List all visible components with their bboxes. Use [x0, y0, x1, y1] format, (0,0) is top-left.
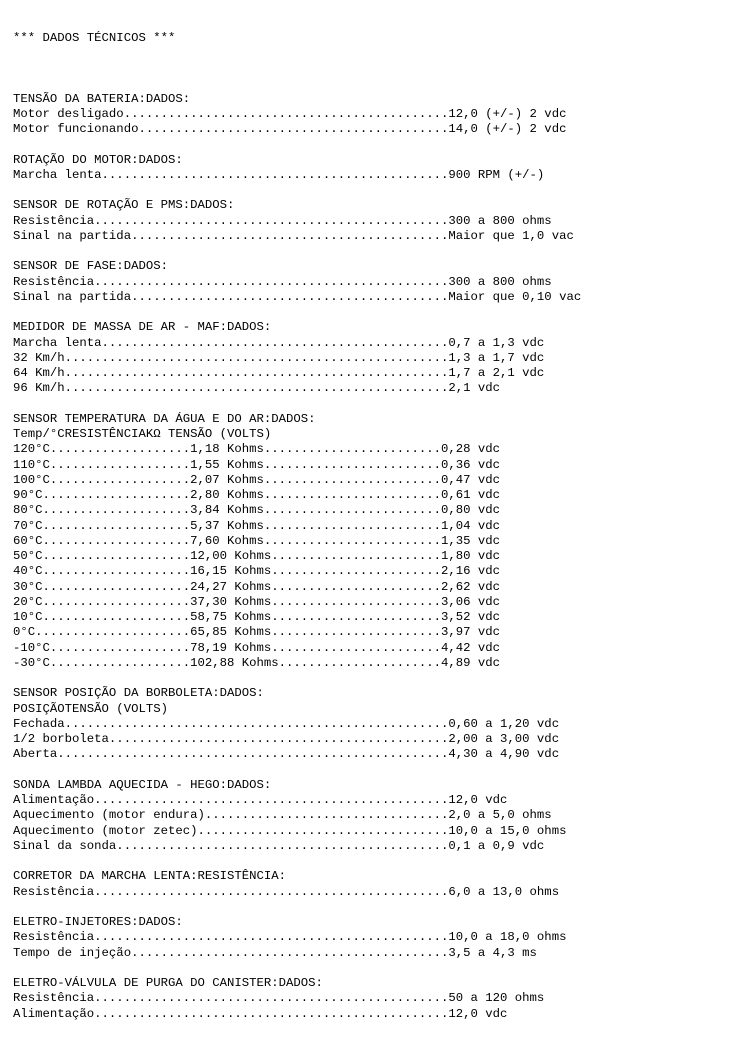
spec-line: Motor funcionando..........................................14,0 (+/-) 2 vdc — [13, 122, 567, 136]
spec-line: Resistência................................................10,0 a 18,0 ohms — [13, 930, 567, 945]
spec-line: 20°C....................37,30 Kohms.......................3,06 vdc — [13, 594, 501, 609]
section-block — [13, 915, 735, 961]
spec-line: 40°C....................16,15 Kohms.......................2,16 vdc — [13, 564, 501, 579]
spec-line: Resistência................................................300 a 800 ohms — [13, 274, 552, 289]
section-header: SENSOR DE FASE:DADOS: — [13, 259, 168, 274]
spec-line: Aquecimento (motor zetec)..................................10,0 a 15,0 ohms — [13, 823, 567, 838]
spec-line: Aberta.....................................................4,30 a 4,90 vdc — [13, 747, 560, 762]
section-header: TENSÃO DA BATERIA:DADOS: — [13, 91, 191, 106]
spec-line: 110°C...................1,55 Kohms........................0,36 vdc — [13, 457, 501, 472]
spec-line: Sinal na partida...........................................Maior que 0,10 vac — [13, 289, 582, 304]
section-block — [13, 778, 735, 854]
spec-line: Marcha lenta...............................................900 RPM (+/-) — [13, 167, 545, 182]
section-header: SENSOR TEMPERATURA DA ÁGUA E DO AR:DADOS: — [13, 411, 316, 426]
section-block — [13, 259, 735, 305]
spec-line: Resistência................................................300 a 800 ohms — [13, 213, 552, 228]
spec-line: POSIÇÃOTENSÃO (VOLTS) — [13, 701, 168, 716]
spec-line: 64 Km/h....................................................1,7 a 2,1 vdc — [13, 366, 545, 380]
section-block — [13, 92, 735, 138]
section-block — [13, 412, 735, 671]
spec-line: Temp/°CRESISTÊNCIAKΩ TENSÃO (VOLTS) — [13, 427, 272, 441]
spec-line: 30°C....................24,27 Kohms.......................2,62 vdc — [13, 579, 501, 594]
section-block — [13, 869, 735, 900]
spec-line: Sinal da sonda.............................................0,1 a 0,9 vdc — [13, 838, 545, 853]
sections-container — [13, 92, 735, 1022]
section-header: SONDA LAMBDA AQUECIDA - HEGO:DADOS: — [13, 777, 272, 792]
spec-line: Sinal na partida...........................................Maior que 1,0 vac — [13, 228, 574, 243]
document-title: *** DADOS TÉCNICOS *** — [13, 30, 176, 45]
spec-line: Motor desligado............................................12,0 (+/-) 2 vdc — [13, 106, 567, 121]
section-header: MEDIDOR DE MASSA DE AR - MAF:DADOS: — [13, 320, 272, 335]
spec-line: 80°C....................3,84 Kohms........................0,80 vdc — [13, 503, 501, 518]
spec-line: Fechada....................................................0,60 a 1,20 vdc — [13, 716, 560, 731]
spec-line: 1/2 borboleta..............................................2,00 a 3,00 vdc — [13, 732, 560, 746]
spec-line: Resistência................................................6,0 a 13,0 ohms — [13, 884, 560, 899]
spec-line: 100°C...................2,07 Kohms........................0,47 vdc — [13, 472, 501, 487]
spec-line: 50°C....................12,00 Kohms.......................1,80 vdc — [13, 549, 501, 563]
section-block — [13, 976, 735, 1022]
spec-line: 60°C....................7,60 Kohms........................1,35 vdc — [13, 533, 501, 548]
spec-line: -30°C...................102,88 Kohms......................4,89 vdc — [13, 655, 501, 670]
spec-line: 70°C....................5,37 Kohms........................1,04 vdc — [13, 518, 501, 533]
section-header: SENSOR POSIÇÃO DA BORBOLETA:DADOS: — [13, 686, 264, 701]
spec-line: 10°C....................58,75 Kohms.......................3,52 vdc — [13, 610, 501, 624]
section-block — [13, 686, 735, 762]
spec-line: 0°C.....................65,85 Kohms.......................3,97 vdc — [13, 625, 501, 640]
spec-line: 96 Km/h....................................................2,1 vdc — [13, 381, 501, 396]
spec-line: Marcha lenta...............................................0,7 a 1,3 vdc — [13, 335, 545, 350]
spec-line: Alimentação................................................12,0 vdc — [13, 1006, 508, 1021]
spec-line: Aquecimento (motor endura).................................2,0 a 5,0 ohms — [13, 808, 552, 823]
section-header: ELETRO-INJETORES:DADOS: — [13, 915, 183, 929]
section-header: SENSOR DE ROTAÇÃO E PMS:DADOS: — [13, 198, 235, 213]
section-header: ROTAÇÃO DO MOTOR:DADOS: — [13, 152, 183, 167]
section-block — [13, 320, 735, 396]
spec-line: -10°C...................78,19 Kohms.......................4,42 vdc — [13, 640, 501, 655]
section-header: ELETRO-VÁLVULA DE PURGA DO CANISTER:DADOS: — [13, 976, 323, 990]
spec-line: 90°C....................2,80 Kohms........................0,61 vdc — [13, 488, 501, 502]
spec-line: 32 Km/h....................................................1,3 a 1,7 vdc — [13, 350, 545, 365]
spec-line: Tempo de injeção...........................................3,5 a 4,3 ms — [13, 945, 537, 960]
spec-line: Alimentação................................................12,0 vdc — [13, 793, 508, 807]
spec-line: Resistência................................................50 a 120 ohms — [13, 991, 545, 1006]
section-header: CORRETOR DA MARCHA LENTA:RESISTÊNCIA: — [13, 869, 287, 884]
spec-line: 120°C...................1,18 Kohms........................0,28 vdc — [13, 442, 501, 457]
section-block — [13, 153, 735, 184]
section-block — [13, 198, 735, 244]
